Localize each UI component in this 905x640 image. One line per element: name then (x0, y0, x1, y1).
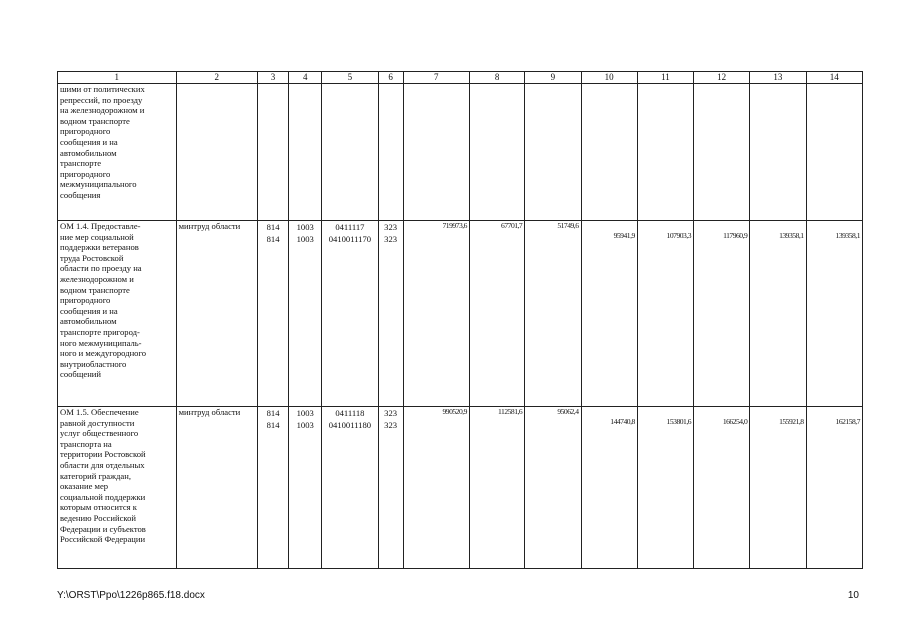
col-header: 1 (58, 72, 177, 84)
rzpr-code: 1003 (296, 408, 314, 418)
vr-cell (378, 407, 403, 569)
grbs-cell (257, 407, 288, 569)
value-text: 95941,9 (613, 231, 635, 240)
vr-cell (378, 84, 403, 221)
value-cell (403, 84, 469, 221)
value-text: 107903,3 (666, 231, 692, 240)
csr-code: 0411117 (335, 222, 365, 232)
col-header: 11 (637, 72, 693, 84)
value-cell (694, 407, 750, 569)
grbs-code: 814 (266, 408, 280, 418)
col-header: 7 (403, 72, 469, 84)
grbs-cell (257, 84, 288, 221)
value-cell: 67701,7 (469, 221, 524, 407)
measure-description: ОМ 1.5. Обеспечение равной доступности услуг общественного транспорта на территории Ростовской области для отдельных категорий граждан, оказание мер социальной поддержки которым относится к ведению Российской Федерации и субъектов Российской Федерации (58, 407, 177, 569)
value-cell (581, 407, 637, 569)
col-header: 3 (257, 72, 288, 84)
footer-file-path: Y:\ORST\Ppo\1226p865.f18.docx (57, 590, 205, 601)
value-cell (581, 221, 637, 407)
col-header: 13 (750, 72, 806, 84)
value-cell: 51749,6 (525, 221, 581, 407)
measure-description: ОМ 1.4. Предоставле- ние мер социальной поддержки ветеранов труда Ростовской области по проезду на железнодорожном и водном транспорте пригородного сообщения и на автомобильном транспорте пригород- ного межмуниципаль- ного и междугородного внутриобластного сообщений (58, 221, 177, 407)
value-text: 166254,0 (722, 417, 748, 426)
rzpr-cell (289, 221, 322, 407)
table-row (58, 84, 863, 221)
page-number: 10 (847, 590, 859, 601)
value-cell: 95062,4 (525, 407, 581, 569)
executor-cell (176, 84, 257, 221)
value-cell (581, 84, 637, 221)
col-header: 4 (289, 72, 322, 84)
vr-cell (378, 221, 403, 407)
col-header: 2 (176, 72, 257, 84)
col-header: 12 (694, 72, 750, 84)
rzpr-cell (289, 84, 322, 221)
csr-code: 0410011180 (328, 420, 372, 430)
col-header: 14 (806, 72, 862, 84)
vr-code: 323 (384, 234, 398, 244)
executor-cell: минтруд области (176, 221, 257, 407)
vr-code: 323 (384, 408, 398, 418)
csr-code: 0411118 (335, 408, 365, 418)
col-header: 5 (322, 72, 378, 84)
value-cell (750, 221, 806, 407)
col-header: 6 (378, 72, 403, 84)
table-row (58, 221, 863, 407)
grbs-code: 814 (266, 222, 280, 232)
value-cell (694, 84, 750, 221)
csr-cell (322, 407, 378, 569)
grbs-cell (257, 221, 288, 407)
value-text: 155921,8 (779, 417, 804, 426)
value-cell (750, 407, 806, 569)
rzpr-cell (289, 407, 322, 569)
value-cell: 112581,6 (469, 407, 524, 569)
table-row (58, 407, 863, 569)
col-header: 8 (469, 72, 524, 84)
col-header: 10 (581, 72, 637, 84)
value-cell (637, 221, 693, 407)
value-cell (806, 84, 862, 221)
value-cell (806, 221, 862, 407)
value-cell (469, 84, 524, 221)
csr-cell (322, 84, 378, 221)
vr-code: 323 (384, 222, 398, 232)
value-text: 139358,1 (835, 231, 860, 240)
rzpr-code: 1003 (296, 420, 314, 430)
value-cell (750, 84, 806, 221)
col-header: 9 (525, 72, 581, 84)
value-cell (525, 84, 581, 221)
csr-code: 0410011170 (328, 234, 372, 244)
vr-code: 323 (384, 420, 398, 430)
value-cell (694, 221, 750, 407)
value-cell: 719973,6 (403, 221, 469, 407)
rzpr-code: 1003 (296, 222, 314, 232)
budget-table (57, 71, 863, 569)
column-number-row (58, 72, 863, 84)
value-text: 144740,8 (610, 417, 635, 426)
value-cell: 990520,9 (403, 407, 469, 569)
value-text: 117960,9 (723, 231, 748, 240)
value-cell (806, 407, 862, 569)
measure-description: шими от политических репрессий, по проезду на железнодорожном и водном транспорте пригородного сообщения и на автомобильном транспорте пригородного межмуниципального сообщения (58, 84, 177, 221)
csr-cell (322, 221, 378, 407)
value-cell (637, 84, 693, 221)
grbs-code: 814 (266, 234, 280, 244)
value-cell (637, 407, 693, 569)
value-text: 153801,6 (666, 417, 692, 426)
value-text: 139358,1 (779, 231, 804, 240)
rzpr-code: 1003 (296, 234, 314, 244)
executor-cell: минтруд области (176, 407, 257, 569)
value-text: 162158,7 (835, 417, 860, 426)
grbs-code: 814 (266, 420, 280, 430)
